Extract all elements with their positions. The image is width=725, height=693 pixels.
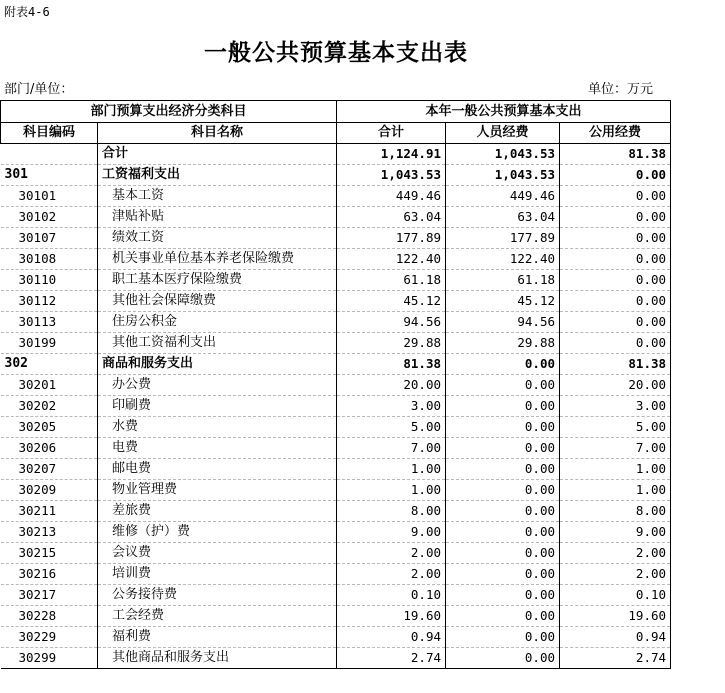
row-code: 30206 [1, 438, 98, 459]
row-code: 30211 [1, 501, 98, 522]
row-staff: 0.00 [446, 438, 560, 459]
row-staff: 0.00 [446, 480, 560, 501]
table-row [1, 648, 671, 669]
row-total: 1,043.53 [337, 165, 446, 186]
row-staff: 0.00 [446, 375, 560, 396]
row-public: 8.00 [560, 501, 671, 522]
page-title: 一般公共预算基本支出表 [204, 39, 468, 66]
row-staff: 1,043.53 [446, 144, 560, 165]
row-name: 职工基本医疗保险缴费 [98, 270, 337, 291]
row-name: 物业管理费 [98, 480, 337, 501]
table-row [1, 249, 671, 270]
row-code: 30229 [1, 627, 98, 648]
row-total: 122.40 [337, 249, 446, 270]
row-staff: 0.00 [446, 585, 560, 606]
row-name: 基本工资 [98, 186, 337, 207]
unit-label: 单位：万元 [587, 82, 653, 97]
row-code: 30107 [1, 228, 98, 249]
row-name: 其他工资福利支出 [98, 333, 337, 354]
table-row [1, 354, 671, 375]
department-label: 部门/单位： [4, 82, 74, 97]
row-name: 差旅费 [98, 501, 337, 522]
row-code: 30199 [1, 333, 98, 354]
row-staff: 29.88 [446, 333, 560, 354]
table-row [1, 270, 671, 291]
row-total: 9.00 [337, 522, 446, 543]
row-name: 工资福利支出 [98, 165, 337, 186]
row-public: 0.94 [560, 627, 671, 648]
row-name: 工会经费 [98, 606, 337, 627]
table-row [1, 585, 671, 606]
table-header [1, 101, 671, 144]
row-total: 7.00 [337, 438, 446, 459]
row-staff: 61.18 [446, 270, 560, 291]
row-total: 1.00 [337, 480, 446, 501]
row-total: 0.94 [337, 627, 446, 648]
row-public: 5.00 [560, 417, 671, 438]
row-code: 30216 [1, 564, 98, 585]
row-staff: 45.12 [446, 291, 560, 312]
row-public: 0.00 [560, 207, 671, 228]
row-code: 30217 [1, 585, 98, 606]
table-row [1, 438, 671, 459]
row-code: 30228 [1, 606, 98, 627]
header-public: 公用经费 [560, 123, 671, 144]
row-name: 其他社会保障缴费 [98, 291, 337, 312]
row-total: 61.18 [337, 270, 446, 291]
row-code: 30108 [1, 249, 98, 270]
row-total: 1,124.91 [337, 144, 446, 165]
table-row [1, 480, 671, 501]
row-name: 维修（护）费 [98, 522, 337, 543]
row-code: 30205 [1, 417, 98, 438]
row-total: 0.10 [337, 585, 446, 606]
row-name: 其他商品和服务支出 [98, 648, 337, 669]
table-row [1, 396, 671, 417]
row-staff: 0.00 [446, 501, 560, 522]
row-staff: 0.00 [446, 564, 560, 585]
row-public: 1.00 [560, 480, 671, 501]
table-row [1, 165, 671, 186]
table-row [1, 333, 671, 354]
row-name: 福利费 [98, 627, 337, 648]
attachment-label: 附表4-6 [4, 5, 50, 19]
row-name: 津贴补贴 [98, 207, 337, 228]
header-total: 合计 [337, 123, 446, 144]
row-public: 0.00 [560, 333, 671, 354]
row-name: 机关事业单位基本养老保险缴费 [98, 249, 337, 270]
table-row [1, 375, 671, 396]
row-total: 63.04 [337, 207, 446, 228]
row-staff: 0.00 [446, 627, 560, 648]
row-public: 20.00 [560, 375, 671, 396]
row-total: 29.88 [337, 333, 446, 354]
row-staff: 0.00 [446, 354, 560, 375]
row-code: 30215 [1, 543, 98, 564]
row-code: 30213 [1, 522, 98, 543]
row-code: 30102 [1, 207, 98, 228]
row-name: 公务接待费 [98, 585, 337, 606]
row-public: 0.00 [560, 291, 671, 312]
row-public: 9.00 [560, 522, 671, 543]
row-staff: 0.00 [446, 606, 560, 627]
row-code: 30209 [1, 480, 98, 501]
row-code: 30299 [1, 648, 98, 669]
row-public: 7.00 [560, 438, 671, 459]
row-total: 2.00 [337, 543, 446, 564]
row-public: 0.00 [560, 249, 671, 270]
table-row [1, 606, 671, 627]
row-total: 2.00 [337, 564, 446, 585]
row-staff: 94.56 [446, 312, 560, 333]
row-public: 81.38 [560, 354, 671, 375]
budget-table [0, 100, 671, 669]
row-public: 0.00 [560, 165, 671, 186]
row-staff: 449.46 [446, 186, 560, 207]
row-staff: 0.00 [446, 396, 560, 417]
table-body [1, 144, 671, 669]
row-total: 20.00 [337, 375, 446, 396]
row-total: 3.00 [337, 396, 446, 417]
table-row [1, 228, 671, 249]
row-public: 0.00 [560, 312, 671, 333]
row-public: 81.38 [560, 144, 671, 165]
row-code: 30101 [1, 186, 98, 207]
row-code: 30201 [1, 375, 98, 396]
row-name: 印刷费 [98, 396, 337, 417]
table-row [1, 291, 671, 312]
row-staff: 0.00 [446, 417, 560, 438]
row-staff: 0.00 [446, 543, 560, 564]
table-row [1, 186, 671, 207]
row-name: 绩效工资 [98, 228, 337, 249]
table-row [1, 543, 671, 564]
row-staff: 0.00 [446, 522, 560, 543]
row-name: 会议费 [98, 543, 337, 564]
row-public: 1.00 [560, 459, 671, 480]
header-code: 科目编码 [1, 123, 98, 144]
row-name: 邮电费 [98, 459, 337, 480]
row-code [1, 144, 98, 165]
row-staff: 1,043.53 [446, 165, 560, 186]
row-public: 0.00 [560, 228, 671, 249]
row-name: 合计 [98, 144, 337, 165]
row-public: 2.00 [560, 543, 671, 564]
row-name: 培训费 [98, 564, 337, 585]
table-row [1, 312, 671, 333]
row-public: 0.00 [560, 270, 671, 291]
row-total: 177.89 [337, 228, 446, 249]
header-name: 科目名称 [98, 123, 337, 144]
row-total: 8.00 [337, 501, 446, 522]
row-code: 301 [1, 165, 98, 186]
row-name: 水费 [98, 417, 337, 438]
header-group-classification: 部门预算支出经济分类科目 [1, 101, 337, 123]
table-row [1, 627, 671, 648]
row-code: 30207 [1, 459, 98, 480]
row-staff: 0.00 [446, 459, 560, 480]
row-code: 30110 [1, 270, 98, 291]
table-row [1, 144, 671, 165]
header-staff: 人员经费 [446, 123, 560, 144]
row-name: 办公费 [98, 375, 337, 396]
row-total: 449.46 [337, 186, 446, 207]
row-staff: 63.04 [446, 207, 560, 228]
row-total: 94.56 [337, 312, 446, 333]
row-total: 19.60 [337, 606, 446, 627]
row-name: 商品和服务支出 [98, 354, 337, 375]
row-public: 0.10 [560, 585, 671, 606]
row-staff: 122.40 [446, 249, 560, 270]
table-row [1, 522, 671, 543]
row-code: 30113 [1, 312, 98, 333]
row-name: 电费 [98, 438, 337, 459]
row-public: 2.00 [560, 564, 671, 585]
row-public: 19.60 [560, 606, 671, 627]
row-total: 2.74 [337, 648, 446, 669]
table-row [1, 564, 671, 585]
row-code: 30112 [1, 291, 98, 312]
table-row [1, 501, 671, 522]
row-staff: 177.89 [446, 228, 560, 249]
row-public: 0.00 [560, 186, 671, 207]
row-total: 1.00 [337, 459, 446, 480]
table-row [1, 417, 671, 438]
row-code: 302 [1, 354, 98, 375]
header-group-expenditure: 本年一般公共预算基本支出 [337, 101, 671, 123]
table-row [1, 459, 671, 480]
row-total: 81.38 [337, 354, 446, 375]
row-total: 45.12 [337, 291, 446, 312]
row-staff: 0.00 [446, 648, 560, 669]
row-code: 30202 [1, 396, 98, 417]
row-total: 5.00 [337, 417, 446, 438]
table-row [1, 207, 671, 228]
row-public: 2.74 [560, 648, 671, 669]
row-name: 住房公积金 [98, 312, 337, 333]
row-public: 3.00 [560, 396, 671, 417]
